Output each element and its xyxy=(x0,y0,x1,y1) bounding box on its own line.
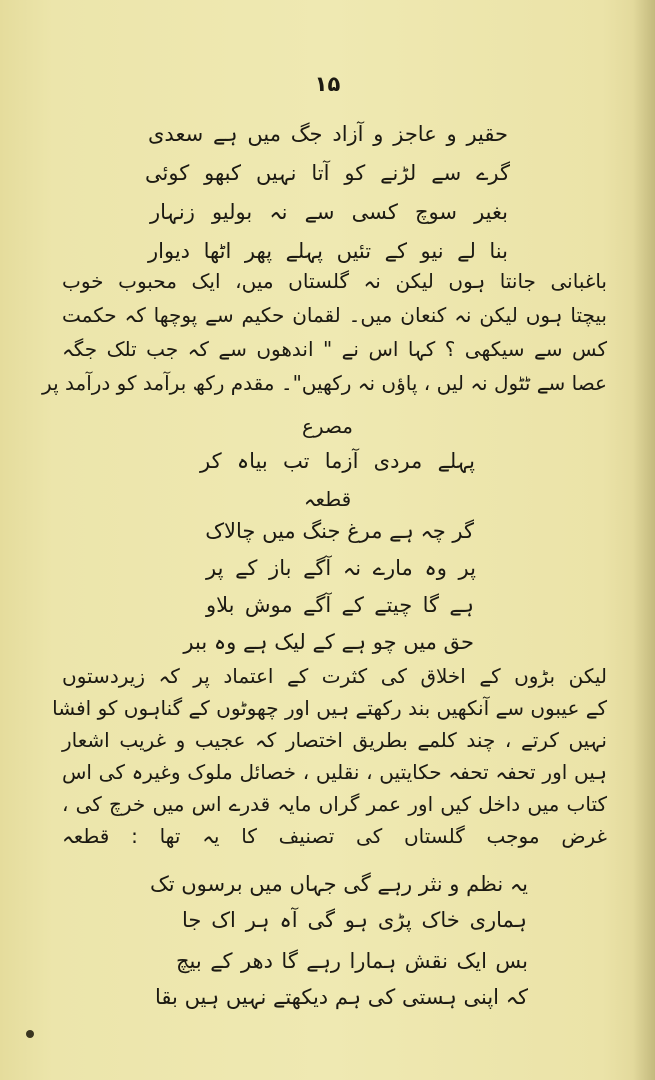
verse-2-line-2: پر وہ مارے نہ آگے باز کے پر xyxy=(206,556,476,580)
verse-2-line-3: ہے گا چیتے کے آگے موش بلاو xyxy=(206,593,474,617)
misra-line: پہلے مردی آزما تب بیاہ کر xyxy=(200,449,475,473)
prose-1-line-4: عصا سے ٹٹول نہ لیں ، پاؤں نہ رکھیں"۔ مقدم رکھ برآمد کو درآمد پر xyxy=(42,371,607,395)
verse-3-line-3: بس ایک نقش ہمارا رہے گا دھر کے بیچ xyxy=(176,949,528,973)
verse-1-line-1: حقیر و عاجز و آزاد جگ میں ہے سعدی xyxy=(148,122,508,146)
heading-misra: مصرع xyxy=(301,414,354,438)
prose-2-line-3: نہیں کرتے ، چند کلمے بطریق اختصار کہ عجیب و غریب اشعار xyxy=(62,728,607,752)
prose-2-line-2: کے عیبوں سے آنکھیں بند رکھتے ہیں اور چھوٹوں کے گناہوں کو افشا xyxy=(52,696,607,720)
prose-2-line-6: غرض موجب گلستاں کی تصنیف کا یہ تھا : قطعہ xyxy=(62,824,607,848)
verse-3-line-4: کہ اپنی ہستی کی ہم دیکھتے نہیں ہیں بقا xyxy=(155,985,528,1009)
verse-1-line-2: گرے سے لڑنے کو آتا نہیں کبھو کوئی xyxy=(145,161,510,185)
prose-1-line-2: بیچتا ہوں لیکن نہ کنعان میں۔ لقمان حکیم سے پوچھا کہ حکمت xyxy=(62,303,607,327)
verse-1-line-4: بنا لے نیو کے تئیں پہلے پھر اٹھا دیوار xyxy=(148,239,508,263)
verse-3-line-1: یہ نظم و نثر رہے گی جہاں میں برسوں تک xyxy=(149,872,528,896)
prose-1-line-1: باغبانی جانتا ہوں لیکن نہ گلستاں میں، ایک محبوب خوب xyxy=(62,269,607,293)
page-number: ۱۵ xyxy=(314,72,341,96)
verse-2-line-4: حق میں چو ہے کے لیک ہے وہ ببر xyxy=(183,630,474,654)
verse-2-line-1: گر چہ ہے مرغ جنگ میں چالاک xyxy=(205,519,474,543)
verse-1-line-3: بغیر سوچ کسی سے نہ بولیو زنہار xyxy=(150,200,508,224)
prose-1-line-3: کس سے سیکھی ؟ کہا اس نے " اندھوں سے کہ جب تلک جگہ xyxy=(62,337,607,361)
prose-2-line-4: ہیں اور تحفہ تحفہ حکایتیں ، نقلیں ، خصائل ملوک وغیرہ کی اس xyxy=(62,760,607,784)
ink-speck xyxy=(26,1030,34,1038)
prose-2-line-1: لیکن بڑوں کے اخلاق کی کثرت کے اعتماد پر کہ زیردستوں xyxy=(62,664,607,688)
heading-qita-1: قطعہ xyxy=(303,487,352,511)
prose-2-line-5: کتاب میں داخل کیں اور عمر گراں مایہ قدرے اس میں خرچ کی ، xyxy=(62,792,607,816)
page-edge-shadow xyxy=(633,0,655,1080)
verse-3-line-2: ہماری خاک پڑی ہو گی آہ ہر اک جا xyxy=(182,908,527,932)
